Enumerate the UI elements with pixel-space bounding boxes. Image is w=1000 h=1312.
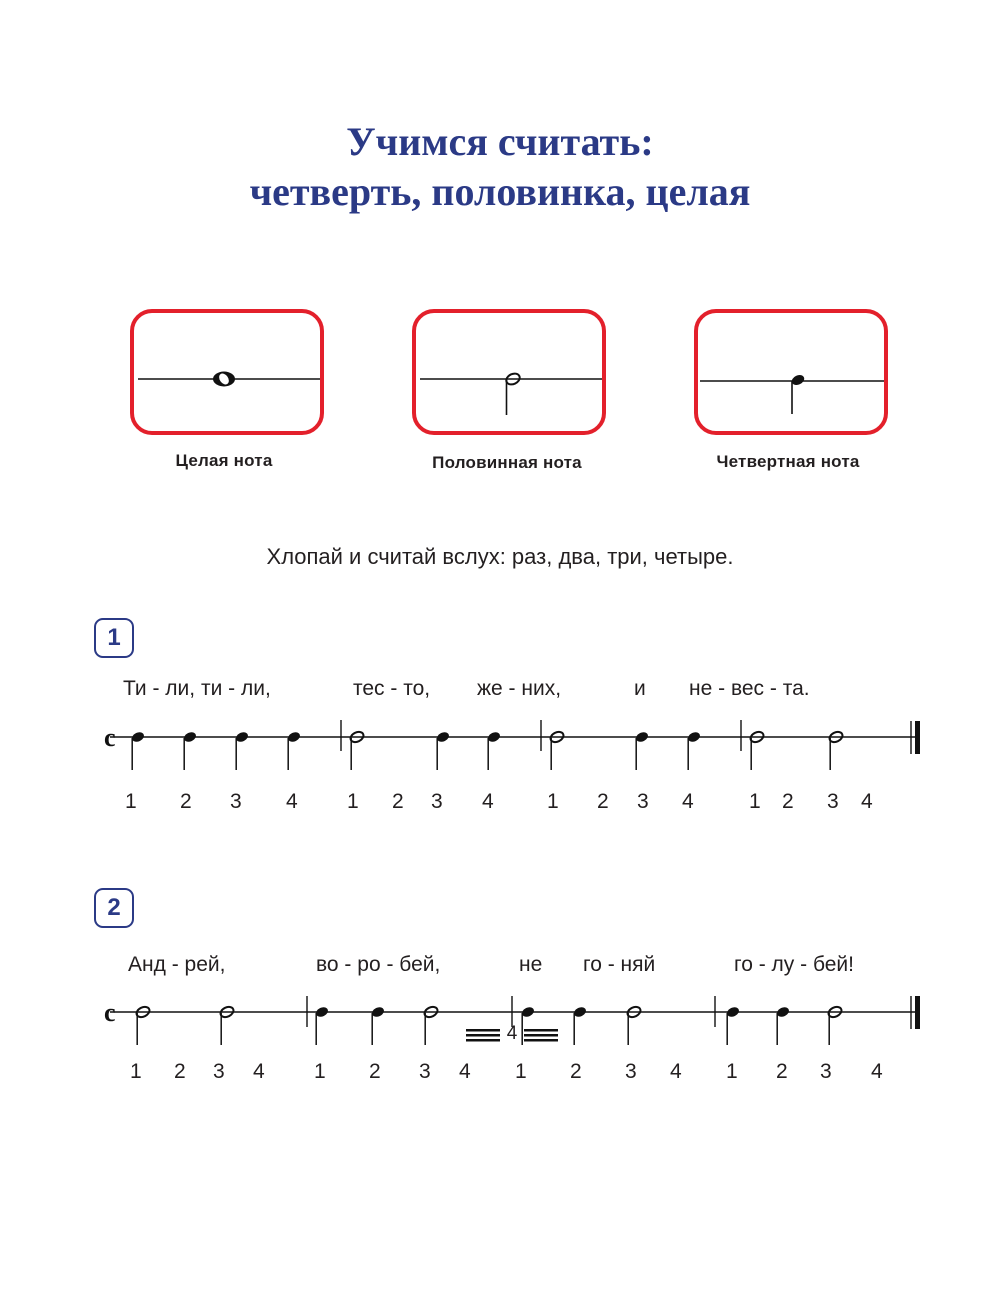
whole-note-label: Целая нота [175,451,273,470]
ex2-count: 3 [820,1060,832,1083]
ex2-count: 1 [314,1060,326,1083]
ex1-lyric: не - вес - та. [689,677,810,700]
ex1-count: 2 [597,790,609,813]
ex2-count: 4 [670,1060,682,1083]
ex1-lyric: и [634,677,646,700]
page-number [466,1025,560,1045]
ex2-lyric: во - ро - бей, [316,953,441,976]
ex2-count: 3 [625,1060,637,1083]
exercise-2-badge: 2 [94,888,134,928]
ex1-count: 4 [482,790,494,813]
ex2-lyric: го - лу - бей! [734,953,854,976]
ex1-count: 2 [392,790,404,813]
common-time-icon: c [104,998,116,1027]
ex1-count: 4 [682,790,694,813]
ex1-count: 1 [547,790,559,813]
ex1-lyric: Ти - ли, ти - ли, [123,677,271,700]
ex2-count: 1 [726,1060,738,1083]
ex2-count: 2 [776,1060,788,1083]
ex1-count: 3 [431,790,443,813]
common-time-icon: c [104,723,116,752]
ex2-count: 3 [213,1060,225,1083]
ex2-count: 1 [515,1060,527,1083]
ex1-count: 2 [782,790,794,813]
ex1-count: 1 [347,790,359,813]
ex2-count: 4 [871,1060,883,1083]
ex2-lyric: Анд - рей, [128,953,226,976]
ex2-count: 2 [174,1060,186,1083]
ex2-count: 4 [253,1060,265,1083]
ex2-lyric: го - няй [583,953,656,976]
instruction-text: Хлопай и считай вслух: раз, два, три, четыре. [266,544,734,569]
ex1-lyric: тес - то, [353,677,431,700]
page-number-text: 4 [506,1023,518,1044]
ex2-count: 4 [459,1060,471,1083]
page-title-line2: четверть, половинка, целая [249,169,751,214]
page-title-line1: Учимся считать: [346,119,654,164]
ex1-count: 3 [230,790,242,813]
ex1-count: 4 [286,790,298,813]
ex2-count: 2 [570,1060,582,1083]
ex1-count: 1 [125,790,137,813]
final-barline-thick [915,996,920,1029]
ex1-count: 1 [749,790,761,813]
ex1-count: 2 [180,790,192,813]
quarter-note-label: Четвертная нота [716,452,860,471]
ex1-count: 3 [637,790,649,813]
ex2-count: 2 [369,1060,381,1083]
ex1-lyric: же - них, [477,677,562,700]
exercise-1-badge: 1 [94,618,134,658]
ex2-count: 1 [130,1060,142,1083]
ex1-count: 3 [827,790,839,813]
ex2-lyric: не [519,953,543,976]
half-note-label: Половинная нота [432,453,582,472]
ex2-count: 3 [419,1060,431,1083]
ex1-count: 4 [861,790,873,813]
